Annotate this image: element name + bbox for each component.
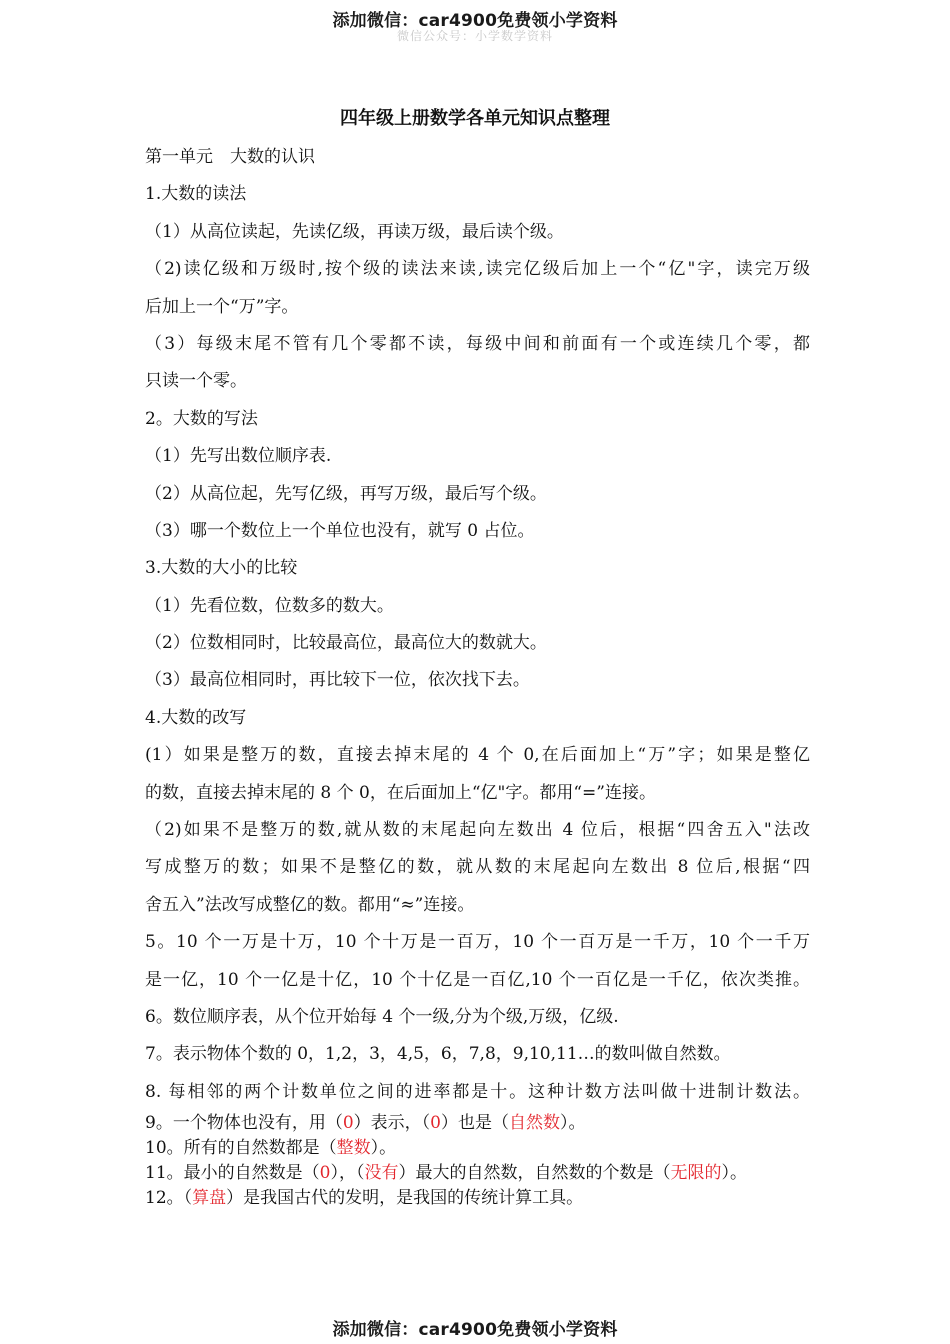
- paragraph-line: 的数，直接去掉末尾的 8 个 0，在后面加上“亿"字。都用“=”连接。: [145, 782, 656, 803]
- answer: 自然数: [508, 1113, 560, 1134]
- answer: 算盘: [192, 1188, 227, 1209]
- paragraph-line: 后加上一个“万”字。: [145, 296, 299, 317]
- answer: 没有: [364, 1163, 399, 1184]
- paragraph-line: （1）先看位数，位数多的数大。: [145, 595, 394, 616]
- text: 12。（: [145, 1188, 193, 1209]
- paragraph-line: （2)读亿级和万级时,按个级的读法来读,读完亿级后加上一个“亿"字，读完万级: [145, 259, 810, 280]
- section-heading: 1.大数的读法: [145, 184, 247, 205]
- faint-header-text: 微信公众号：小学数学资料: [396, 29, 553, 43]
- fill-line-12: [145, 1186, 810, 1211]
- text: ）也是（: [440, 1113, 509, 1134]
- text: ）。: [721, 1163, 747, 1184]
- answer: 整数: [336, 1138, 371, 1159]
- paragraph-line: (1）如果是整万的数，直接去掉末尾的 4 个 0,在后面加上“万”字；如果是整亿: [145, 745, 810, 766]
- watermark-top: 添加微信：car4900免费领小学资料: [332, 11, 618, 31]
- text: ）。: [559, 1113, 586, 1134]
- paragraph-line: （2）从高位起，先写亿级，再写万级，最后写个级。: [145, 483, 547, 504]
- answer: 0: [342, 1113, 354, 1134]
- fill-line-9: [145, 1111, 810, 1136]
- answer: 0: [319, 1163, 331, 1184]
- paragraph-line: （3）最高位相同时，再比较下一位，依次找下去。: [145, 670, 530, 691]
- paragraph-line: 舍五入”法改写成整亿的数。都用“≈”连接。: [145, 894, 475, 915]
- watermark-bottom: 添加微信：car4900免费领小学资料: [332, 1320, 618, 1340]
- text: 9。一个物体也没有，用（: [145, 1113, 343, 1134]
- answer: 无限的: [670, 1163, 722, 1184]
- text: 10。所有的自然数都是（: [145, 1138, 337, 1159]
- unit-heading: 第一单元 大数的认识: [145, 147, 315, 167]
- section-heading: 3.大数的大小的比较: [145, 558, 298, 579]
- paragraph-line: （3）哪一个数位上一个单位也没有，就写 0 占位。: [145, 520, 535, 541]
- paragraph-line: 写成整万的数；如果不是整亿的数，就从数的末尾起向左数出 8 位后,根据“四: [145, 857, 810, 878]
- paragraph-line: 7。表示物体个数的 0，1,2，3，4,5，6，7,8，9,10,11…的数叫做自然数。: [145, 1044, 731, 1065]
- text: ）是我国古代的发明，是我国的传统计算工具。: [226, 1188, 584, 1209]
- text: ）。: [370, 1138, 397, 1159]
- paragraph-line: 5。10 个一万是十万，10 个十万是一百万，10 个一百万是一千万，10 个一千万: [145, 932, 810, 953]
- paragraph-line: 8. 每相邻的两个计数单位之间的进率都是十。这种计数方法叫做十进制计数法。: [145, 1081, 810, 1102]
- text: ），（: [330, 1163, 365, 1184]
- text: ）最大的自然数，自然数的个数是（: [398, 1163, 671, 1184]
- section-heading: 2。大数的写法: [145, 408, 258, 429]
- page-title: 四年级上册数学各单元知识点整理: [340, 108, 610, 129]
- fill-line-10: [145, 1136, 810, 1161]
- paragraph-line: （2)如果不是整万的数,就从数的末尾起向左数出 4 位后，根据“四舍五入"法改: [145, 820, 810, 841]
- paragraph-line: 是一亿，10 个一亿是十亿，10 个十亿是一百亿,10 个一百亿是一千亿，依次类推。: [145, 969, 810, 990]
- section-heading: 4.大数的改写: [145, 707, 247, 728]
- paragraph-line: （1）从高位读起，先读亿级，再读万级，最后读个级。: [145, 221, 564, 242]
- paragraph-line: （1）先写出数位顺序表.: [145, 446, 332, 467]
- document-body: [145, 139, 810, 1211]
- fill-line-11: [145, 1161, 810, 1186]
- answer: 0: [430, 1113, 441, 1134]
- paragraph-line: 只读一个零。: [145, 371, 247, 392]
- paragraph-line: （2）位数相同时，比较最高位，最高位大的数就大。: [145, 633, 547, 654]
- paragraph-line: 6。数位顺序表，从个位开始每 4 个一级,分为个级,万级，亿级.: [145, 1006, 619, 1027]
- text: 11。最小的自然数是（: [145, 1163, 320, 1184]
- paragraph-line: （3）每级末尾不管有几个零都不读，每级中间和前面有一个或连续几个零，都: [145, 333, 810, 354]
- text: ）表示，（: [353, 1113, 431, 1134]
